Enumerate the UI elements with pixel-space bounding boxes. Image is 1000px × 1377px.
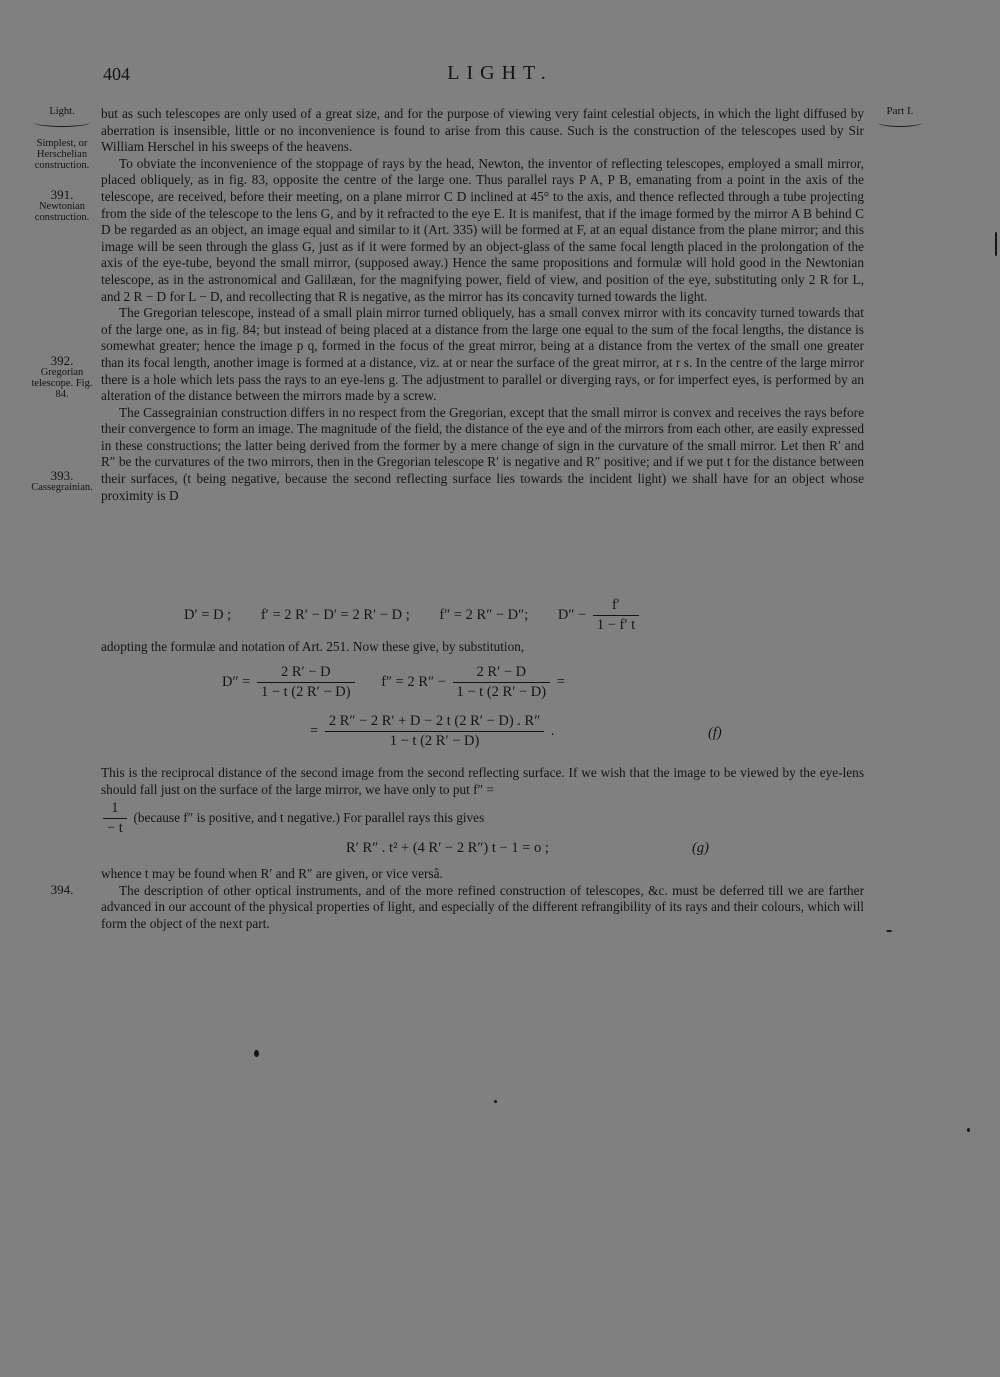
margin-note-herschelian: Simplest, or Herschelian construction. <box>34 138 90 171</box>
paragraph: but as such telescopes are only used of a great size, and for the purpose of viewing very faint celestial objects, in which the light diffused by aberration is insensible, little or no inconvenience is found to arise from this cause. Such is the construction of the telescopes used by Sir William Herschel in his sweeps of the heavens. <box>101 106 864 155</box>
margin-note-part: Part I. <box>872 105 928 127</box>
margin-note-394: 394. <box>50 882 74 897</box>
fraction: $\frac{2 R' - D}{1 - t (2 R' - D)}$ <box>453 664 551 701</box>
ink-speck <box>494 1100 497 1103</box>
body-block-3 <box>101 765 864 798</box>
margin-note-391: 391. Newtonian construction. <box>34 187 90 223</box>
paragraph: The description of other optical instruments, and of the more refined construction of telescopes, &c. must be deferred till we are farther advanced in our account of the physical properties of light, and especially of the different refrangibility of its rays and their colours, which will form the object of the next part. <box>101 882 864 931</box>
equation-row-5: R′ R″ . t² + (4 R′ − 2 R″) t − 1 = o ; <box>346 840 549 856</box>
paragraph: adopting the formulæ and notation of Art. 251. Now these give, by substitution, <box>101 639 525 654</box>
equation-row-2: D″ = $\frac{2 R' - D}{1 - t (2 R' - D)}$ f″ = 2 R″ − $\frac{2 R' - D}{1 - t (2 R' - D)}$ = <box>222 664 565 700</box>
fraction: $\frac{1}{- t}$ <box>103 800 127 837</box>
fraction: $\frac{2 R'' - 2 R' + D - 2 t (2 R' - D) . R''}{1 - t (2 R' - D)}$ <box>325 713 544 750</box>
margin-note-392: 392. Gregorian telescope. Fig. 84. <box>31 353 93 400</box>
fraction: $\frac{2 R' - D}{1 - t (2 R' - D)}$ <box>257 664 355 701</box>
paragraph: This is the reciprocal distance of the second image from the second reflecting surface. If we wish that the image to be viewed by the eye-lens should fall just on the surface of the large mirror, we have only to put f″ = <box>101 765 864 797</box>
equation-row-3: = $\frac{2 R'' - 2 R' + D - 2 t (2 R' - D) . R''}{1 - t (2 R' - D)}$ . <box>310 713 555 749</box>
body-block-1 <box>101 106 864 504</box>
page-title: LIGHT. <box>447 62 553 84</box>
body-block-2 <box>101 639 864 656</box>
margin-note-light: Light. <box>28 106 96 127</box>
ink-speck <box>886 930 892 932</box>
brace-decoration <box>878 118 922 127</box>
paragraph: To obviate the inconvenience of the stoppage of rays by the head, Newton, the inventor of reflecting telescopes, employed a small mirror, placed obliquely, as in fig. 83, opposite the centre of the large one. Thus parallel rays P A, P B, emanating from a point in the axis of the telescope, are received, before their meeting, on a plane mirror C D inclined at 45° to the axis, and thence reflected through a tube projecting from the side of the telescope to the lens G, and by it refracted to the eye E. It is manifest, that if the image formed by the mirror A B behind C D be regarded as an object, an image equal and similar to it (Art. 335) will be formed at F, at an equal distance from the plane mirror; and this image will be seen through the glass G, just as if it were formed by an object-glass of the same focal length placed in the prolongation of the axis of the eye-tube, beyond the small mirror, (supposed away.) Hence the same propositions and formulæ will hold good in the Newtonian telescope, as in the astronomical and Galilæan, for the magnifying power, field of view, and position of the eye, substituting only 2 R for L, and 2 R − D for L − D, and recollecting that R is negative, as the mirror has its concavity turned towards the light. <box>101 155 864 304</box>
equation-row-4: $\frac{1}{- t}$ (because f″ is positive, and t negative.) For parallel rays this gives <box>100 800 484 837</box>
page-number: 404 <box>103 64 130 84</box>
fraction: $\frac{f'}{1 - f' t}$ <box>593 597 639 634</box>
brace-decoration <box>34 118 90 127</box>
margin-note-393: 393. Cassegrainian. <box>31 468 93 493</box>
equation-label-g: (g) <box>692 840 709 856</box>
paragraph: The Cassegrainian construction differs in no respect from the Gregorian, except that the small mirror is convex and receives the rays before their convergence to form an image. The magnitude of the field, the distance of the eye and of the mirrors from each other, are easily expressed in these constructions; the latter being derived from the former by a mere change of sign in the curvature of the small mirror. Let then R′ and R″ be the curvatures of the two mirrors, then in the Gregorian telescope R′ is negative and R″ positive; and if we put t for the distance between their surfaces, (t being negative, because the second reflecting surface lies towards the incident light) we shall have for an object whose proximity is D <box>101 404 864 503</box>
ink-speck <box>254 1050 259 1057</box>
ink-speck <box>967 1128 970 1132</box>
paragraph: The Gregorian telescope, instead of a small plain mirror turned obliquely, has a small convex mirror with its concavity turned towards that of the large one, as in fig. 84; but instead of being placed at a distance from the large one equal to the sum of the focal lengths, the distance is somewhat greater; hence the image p q, formed in the focus of the great mirror, being at a distance from the vertex of the small one greater than its focal length, another image is formed at a distance, viz. at or near the surface of the great mirror, at r s. In the centre of the large mirror there is a hole which lets pass the rays to an eye-lens g. The adjustment to parallel or diverging rays, or for imperfect eyes, is performed by an alteration of the distance between the mirrors made by a screw. <box>101 305 864 404</box>
edge-mark <box>995 232 997 256</box>
equation-label-f: (f) <box>708 725 722 741</box>
equation-row-1: D′ = D ; f′ = 2 R′ − D′ = 2 R′ − D ; f″ = 2 R″ − D″; D″ − $\frac{f'}{1 - f' t}$ <box>184 597 642 634</box>
paragraph: whence t may be found when R′ and R″ are given, or vice versâ. <box>101 866 443 881</box>
body-block-4 <box>101 866 864 932</box>
